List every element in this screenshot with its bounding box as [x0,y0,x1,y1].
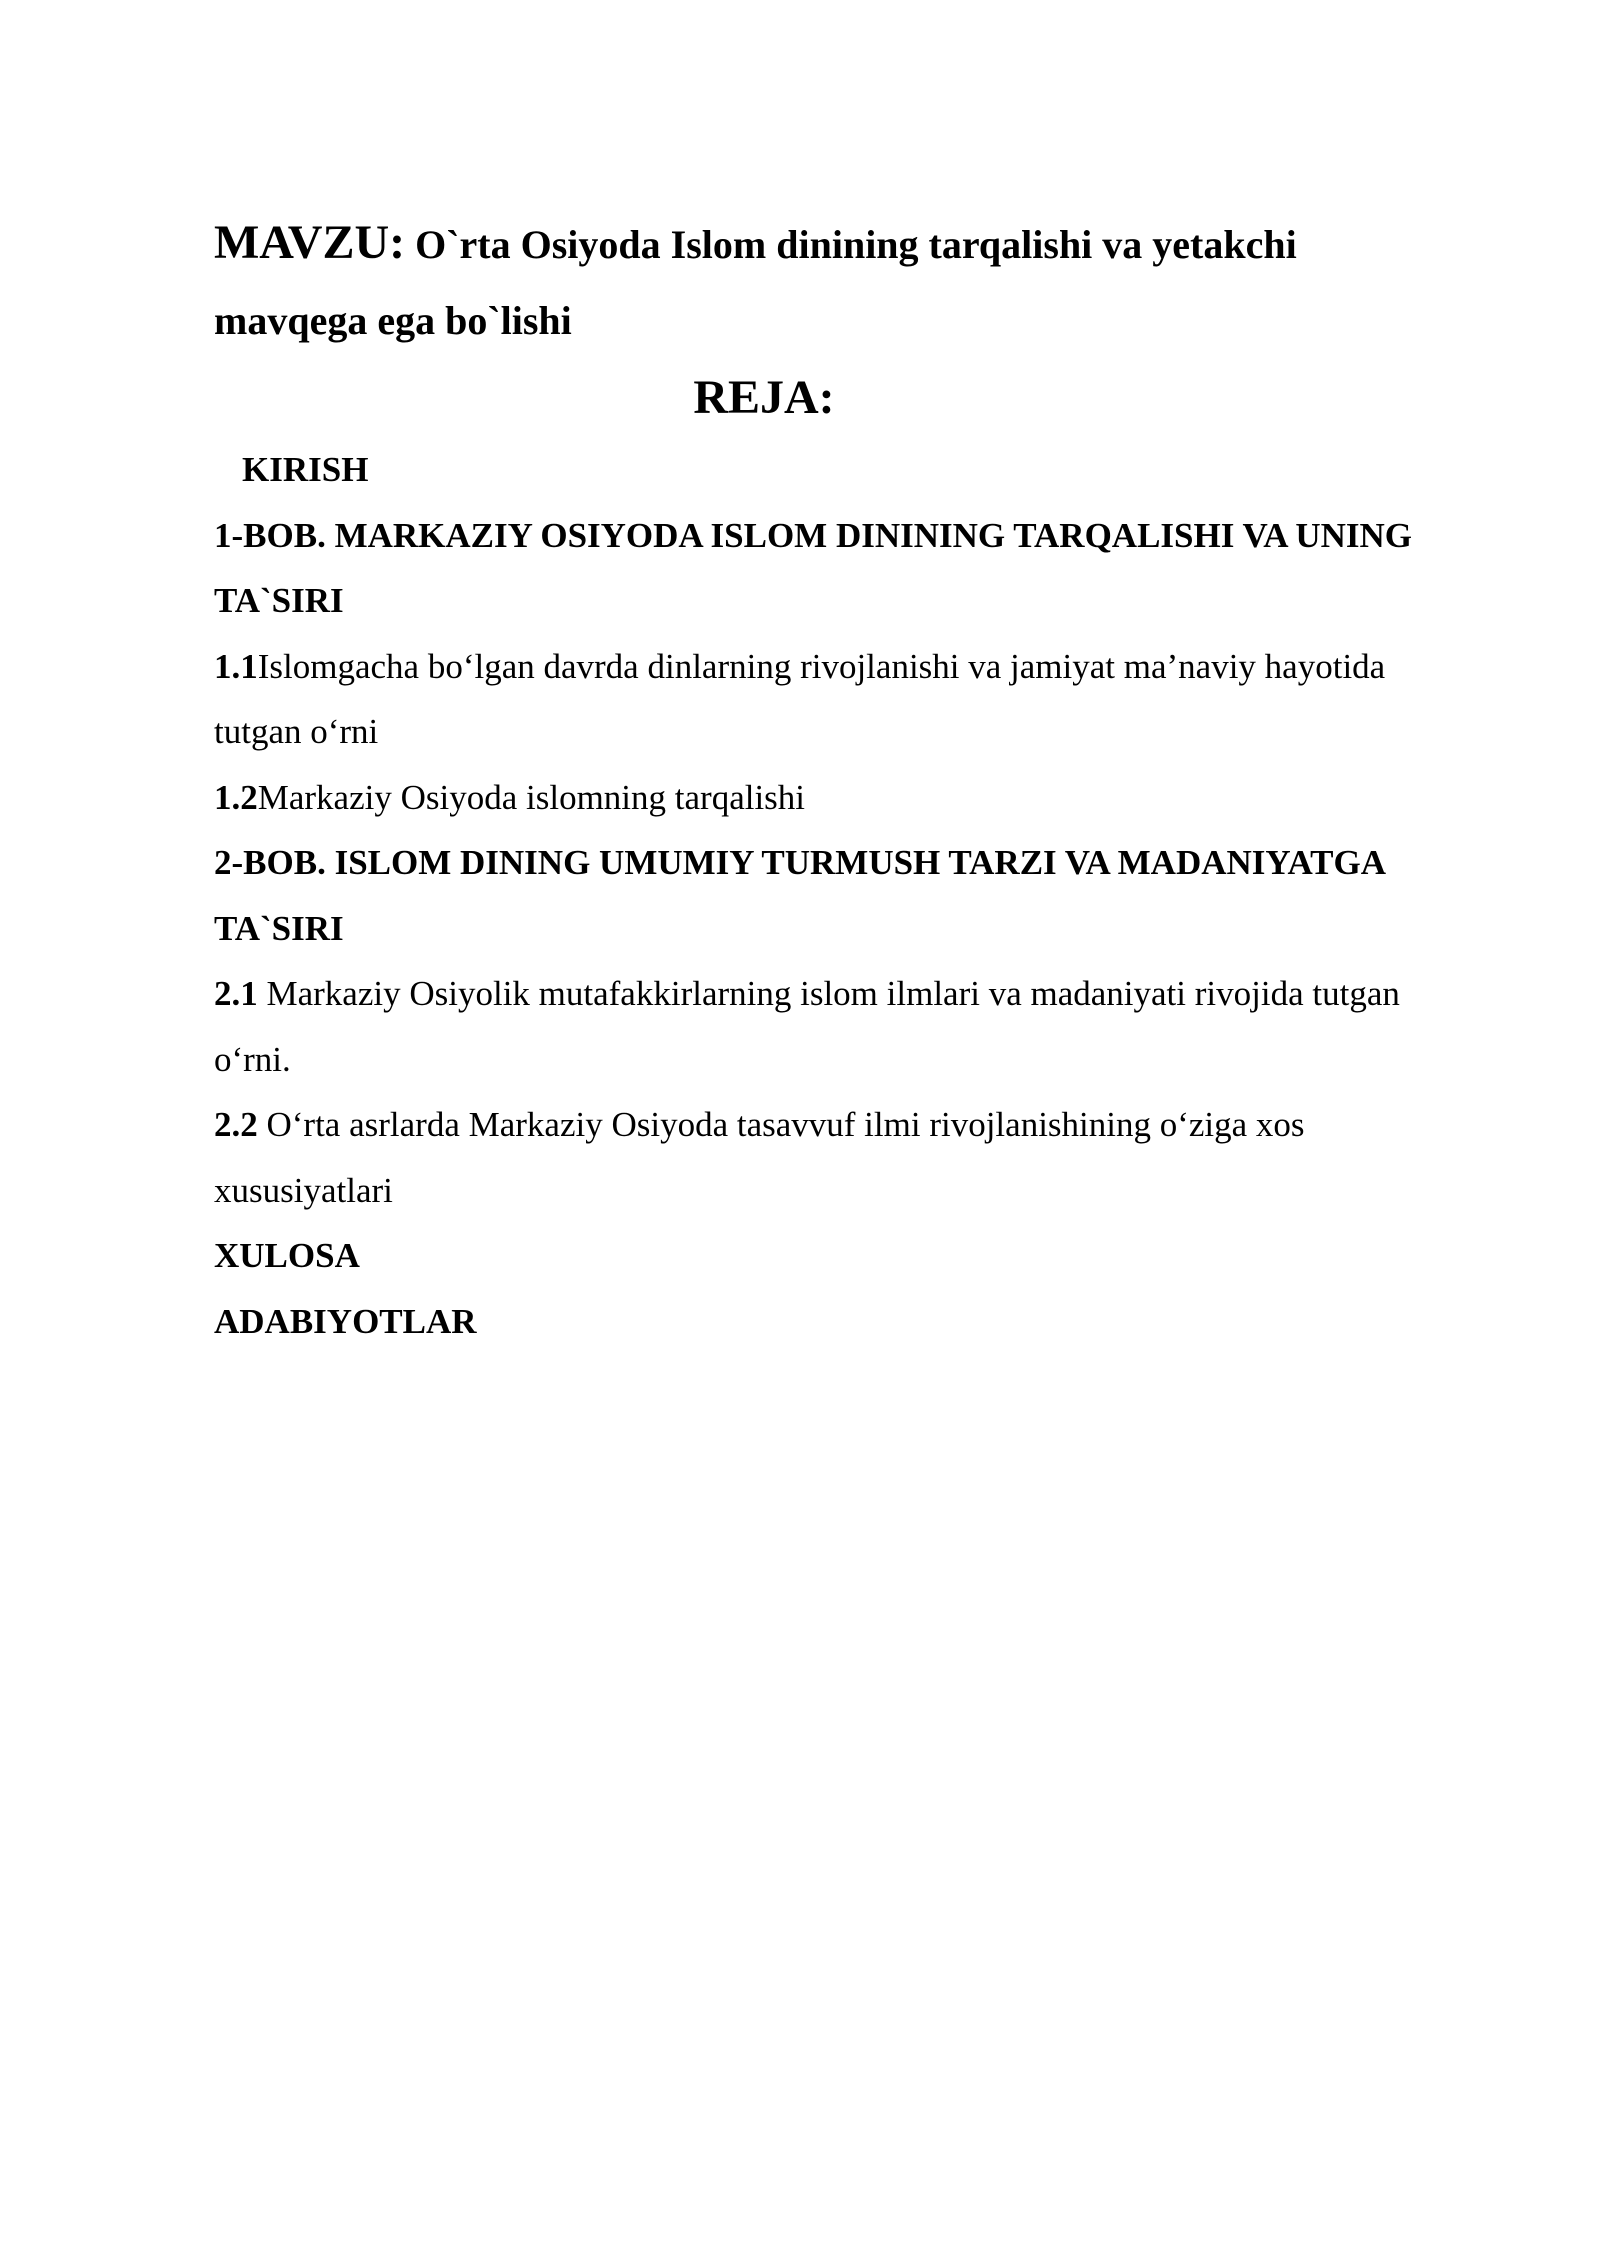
plan-item-conclusion: XULOSA [214,1236,360,1275]
plan-item-section-1-1 [214,634,1414,765]
section-text: Markaziy Osiyoda islomning tarqalishi [257,777,806,817]
document-title [214,205,1414,359]
section-number: 2.2 [214,1105,258,1144]
section-number: 1.2 [214,777,258,817]
section-number: 2.1 [214,974,258,1013]
plan-item-references: ADABIYOTLAR [214,1301,477,1341]
plan-item-introduction: KIRISH [242,450,369,489]
title-text: O`rta Osiyoda Islom dinining tarqalishi va yetakchi mavqega ega bo`lishi [214,222,1297,343]
document-content [214,205,1414,1354]
plan-heading: REJA: [693,371,835,424]
plan-item-chapter-2: 2-BOB. ISLOM DINING UMUMIY TURMUSH TARZI VA MADANIYATGA TA`SIRI [214,843,1385,948]
plan-item-section-2-1 [214,961,1414,1092]
plan-item-section-1-2 [214,765,1414,831]
section-number: 1.1 [214,646,258,686]
title-label: MAVZU: [214,216,406,269]
plan-item-section-2-2 [214,1092,1414,1223]
section-text: Markaziy Osiyolik mutafakkirlarning islom ilmlari va madaniyati rivojida tutgan o‘rni. [214,974,1400,1079]
section-text: Islomgacha bo‘lgan davrda dinlarning rivojlanishi va jamiyat ma’naviy hayotida tutgan o‘rni [214,646,1386,751]
section-text: O‘rta asrlarda Markaziy Osiyoda tasavvuf ilmi rivojlanishining o‘ziga xos xususiyatlari [214,1105,1305,1210]
plan-item-chapter-1: 1-BOB. MARKAZIY OSIYODA ISLOM DININING TARQALISHI VA UNING TA`SIRI [214,515,1412,620]
